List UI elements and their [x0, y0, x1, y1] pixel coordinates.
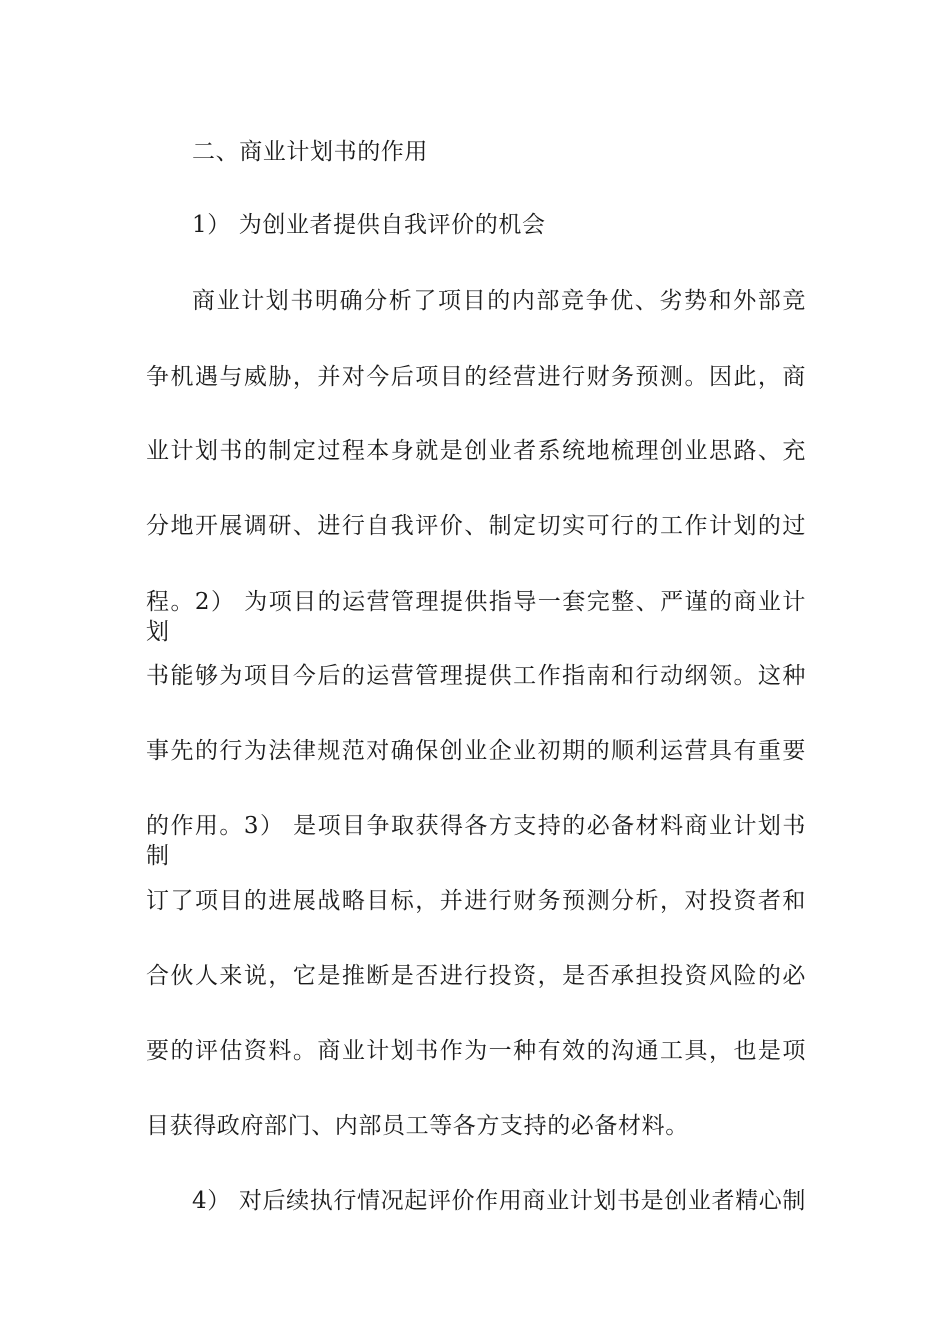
paragraph-line: 的作用。3） 是项目争取获得各方支持的必备材料商业计划书制: [146, 813, 806, 869]
paragraph-line: 要的评估资料。商业计划书作为一种有效的沟通工具，也是项: [146, 1038, 806, 1064]
paragraph-line: 商业计划书明确分析了项目的内部竞争优、劣势和外部竞: [192, 288, 806, 314]
paragraph-line: 争机遇与威胁，并对今后项目的经营进行财务预测。因此，商: [146, 364, 806, 390]
paragraph-line: 4） 对后续执行情况起评价作用商业计划书是创业者精心制: [192, 1188, 806, 1214]
paragraph-line: 程。2） 为项目的运营管理提供指导一套完整、严谨的商业计划: [146, 589, 806, 645]
paragraph-line: 目获得政府部门、内部员工等各方支持的必备材料。: [146, 1113, 689, 1139]
paragraph-line: 合伙人来说，它是推断是否进行投资，是否承担投资风险的必: [146, 963, 806, 989]
subheading-1: 1） 为创业者提供自我评价的机会: [192, 212, 546, 238]
paragraph-line: 分地开展调研、进行自我评价、制定切实可行的工作计划的过: [146, 513, 806, 539]
paragraph-line: 书能够为项目今后的运营管理提供工作指南和行动纲领。这种: [146, 663, 806, 689]
paragraph-line: 事先的行为法律规范对确保创业企业初期的顺利运营具有重要: [146, 738, 806, 764]
section-heading: 二、商业计划书的作用: [192, 139, 428, 165]
paragraph-line: 订了项目的进展战略目标，并进行财务预测分析，对投资者和: [146, 888, 806, 914]
paragraph-line: 业计划书的制定过程本身就是创业者系统地梳理创业思路、充: [146, 438, 806, 464]
